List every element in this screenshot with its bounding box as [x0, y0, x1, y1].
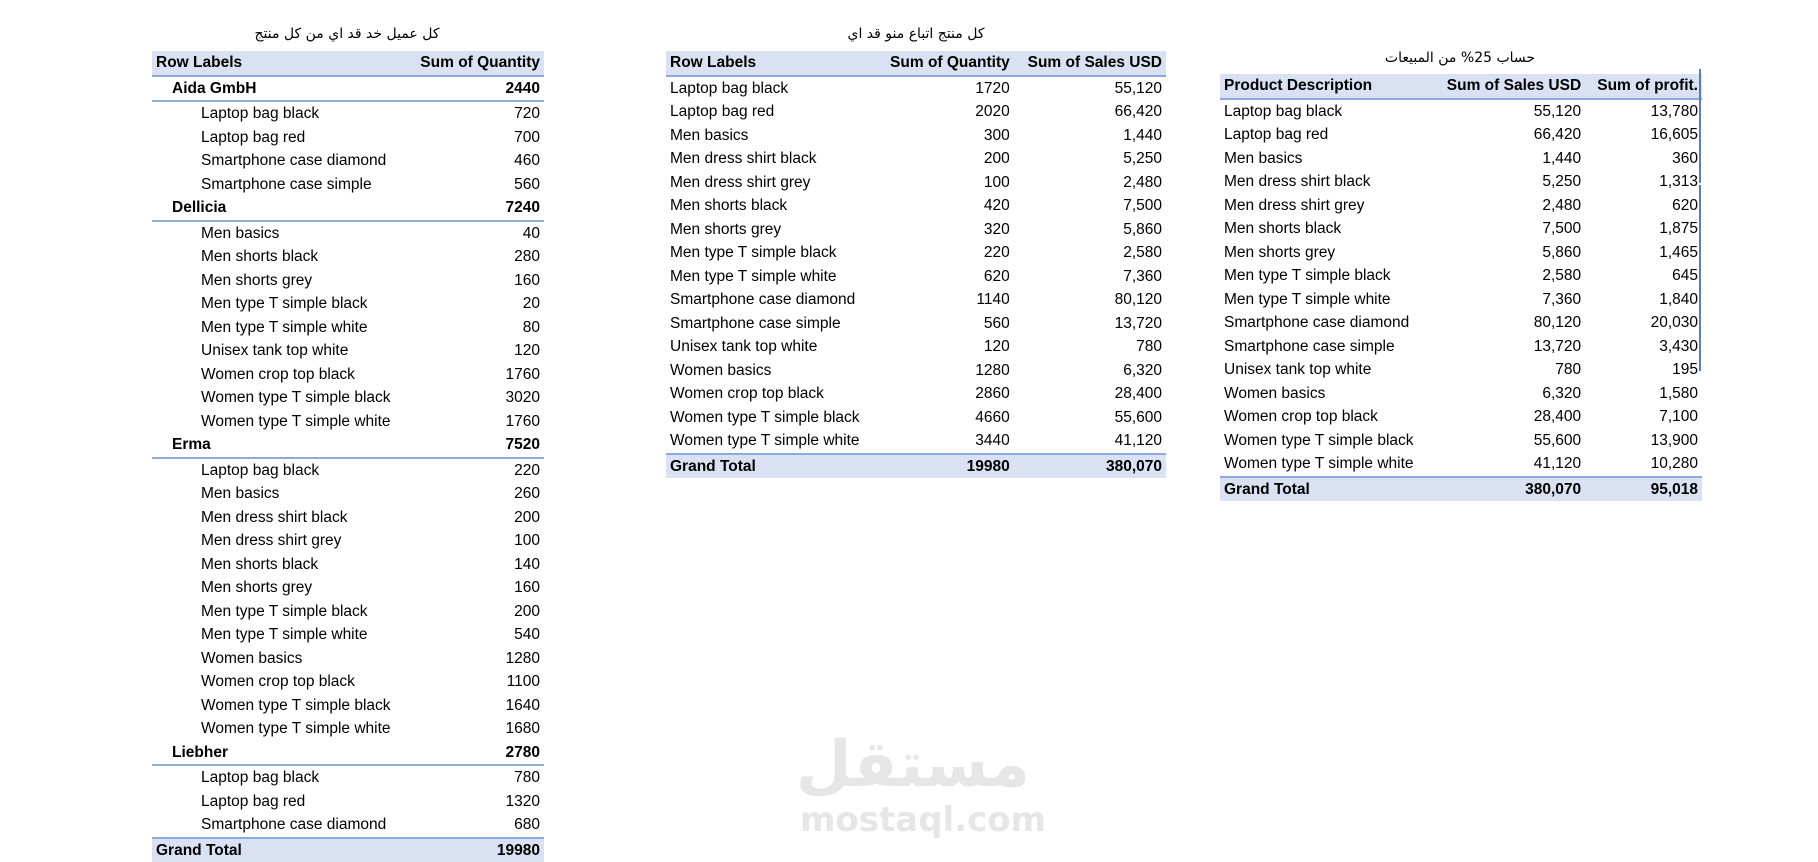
table-row[interactable]: [666, 218, 1166, 242]
row-quantity: 120: [877, 335, 1014, 359]
row-profit: 1,313: [1585, 170, 1702, 194]
row-label[interactable]: Men type T simple white: [666, 265, 877, 289]
row-sales: 5,250: [1014, 147, 1166, 171]
row-label[interactable]: Men type T simple white: [1220, 288, 1432, 312]
row-label[interactable]: Men type T simple black: [152, 600, 409, 624]
row-label[interactable]: Men dress shirt grey: [1220, 194, 1432, 218]
grand-total-row-sales: 380,070: [1014, 454, 1166, 479]
row-quantity: 1320: [409, 790, 544, 814]
row-profit: 1,465: [1585, 241, 1702, 265]
row-quantity: 780: [409, 765, 544, 790]
row-sales: 7,500: [1014, 194, 1166, 218]
table-row[interactable]: [666, 335, 1166, 359]
row-sales: 780: [1432, 358, 1585, 382]
table-row[interactable]: [152, 623, 544, 647]
watermark-latin-text: mostaql.com: [800, 800, 1030, 840]
selection-border-line: [1699, 69, 1701, 183]
row-quantity: 160: [409, 269, 544, 293]
table-row[interactable]: [666, 171, 1166, 195]
row-sales: 6,320: [1014, 359, 1166, 383]
table-row[interactable]: [152, 482, 544, 506]
row-label[interactable]: Laptop bag red: [152, 126, 409, 150]
row-quantity: 1680: [409, 717, 544, 741]
row-profit: 13,780: [1585, 99, 1702, 124]
grand-total-label: Grand Total: [152, 838, 409, 862]
row-quantity: 1640: [409, 694, 544, 718]
table-row[interactable]: [152, 269, 544, 293]
row-sales: 13,720: [1432, 335, 1585, 359]
grand-total-row: [152, 838, 544, 862]
row-quantity: 1760: [409, 410, 544, 434]
row-quantity: 100: [877, 171, 1014, 195]
row-label[interactable]: Laptop bag black: [666, 76, 877, 101]
table-row[interactable]: [666, 76, 1166, 101]
table1-caption: كل عميل خد قد اي من كل منتج: [152, 26, 542, 42]
table-row[interactable]: [152, 386, 544, 410]
row-label[interactable]: Men dress shirt grey: [152, 529, 409, 553]
table-row[interactable]: [152, 410, 544, 434]
row-label[interactable]: Unisex tank top white: [666, 335, 877, 359]
row-quantity: 100: [409, 529, 544, 553]
row-quantity: 680: [409, 813, 544, 838]
pivot-group-row[interactable]: [152, 76, 544, 102]
group-total: 7240: [409, 196, 544, 221]
row-sales: 55,120: [1014, 76, 1166, 101]
row-label[interactable]: Men shorts black: [1220, 217, 1432, 241]
row-label[interactable]: Laptop bag red: [1220, 123, 1432, 147]
table-row[interactable]: [152, 126, 544, 150]
row-quantity: 1140: [877, 288, 1014, 312]
row-label[interactable]: Women crop top black: [152, 670, 409, 694]
row-sales: 13,720: [1014, 312, 1166, 336]
row-profit: 620: [1585, 194, 1702, 218]
row-label[interactable]: Smartphone case diamond: [1220, 311, 1432, 335]
row-label[interactable]: Men shorts grey: [1220, 241, 1432, 265]
table-row[interactable]: [666, 312, 1166, 336]
row-label[interactable]: Men type T simple white: [152, 623, 409, 647]
row-sales: 28,400: [1432, 405, 1585, 429]
row-quantity: 80: [409, 316, 544, 340]
row-label[interactable]: Men basics: [1220, 147, 1432, 171]
group-label[interactable]: Dellicia: [152, 196, 409, 221]
row-quantity: 300: [877, 124, 1014, 148]
table-row[interactable]: [1220, 194, 1702, 218]
row-label[interactable]: Men type T simple white: [152, 316, 409, 340]
row-sales: 7,360: [1014, 265, 1166, 289]
watermark-logo: [800, 730, 1030, 840]
table-row[interactable]: [152, 363, 544, 387]
row-label[interactable]: Laptop bag black: [152, 101, 409, 126]
table-row[interactable]: [152, 506, 544, 530]
pivot-table-product-sales: [666, 51, 1166, 478]
pivot-table-customer-quantity: [152, 51, 544, 862]
table-row[interactable]: [152, 647, 544, 671]
row-sales: 1,440: [1014, 124, 1166, 148]
row-quantity: 560: [409, 173, 544, 197]
row-label[interactable]: Women type T simple white: [152, 410, 409, 434]
row-quantity: 200: [409, 600, 544, 624]
row-quantity: 540: [409, 623, 544, 647]
table-row[interactable]: [666, 265, 1166, 289]
row-quantity: 1280: [409, 647, 544, 671]
row-label[interactable]: Smartphone case simple: [666, 312, 877, 336]
row-sales: 780: [1014, 335, 1166, 359]
pivot-group-row[interactable]: [152, 741, 544, 766]
row-profit: 10,280: [1585, 452, 1702, 477]
row-profit: 360: [1585, 147, 1702, 171]
row-sales: 5,860: [1014, 218, 1166, 242]
row-quantity: 3440: [877, 429, 1014, 454]
row-quantity: 220: [409, 458, 544, 483]
row-quantity: 200: [409, 506, 544, 530]
row-label[interactable]: Smartphone case diamond: [152, 149, 409, 173]
table-row[interactable]: [666, 194, 1166, 218]
row-profit: 1,580: [1585, 382, 1702, 406]
row-quantity: 1280: [877, 359, 1014, 383]
column-header-sum-profit[interactable]: Sum of profit.: [1585, 74, 1702, 99]
column-header-row-labels[interactable]: Row Labels: [152, 51, 409, 76]
row-label[interactable]: Women crop top black: [152, 363, 409, 387]
row-sales: 55,120: [1432, 99, 1585, 124]
column-header-product-description[interactable]: Product Description: [1220, 74, 1432, 99]
row-label[interactable]: Men dress shirt black: [1220, 170, 1432, 194]
table-row[interactable]: [152, 316, 544, 340]
row-label[interactable]: Men shorts grey: [152, 269, 409, 293]
row-profit: 13,900: [1585, 429, 1702, 453]
row-quantity: 1720: [877, 76, 1014, 101]
pivot-group-row[interactable]: [152, 196, 544, 221]
row-quantity: 220: [877, 241, 1014, 265]
row-profit: 1,875: [1585, 217, 1702, 241]
group-total: 7520: [409, 433, 544, 458]
table-row[interactable]: [666, 124, 1166, 148]
watermark-arabic-text: مستقل: [800, 730, 1030, 800]
row-label[interactable]: Men shorts grey: [152, 576, 409, 600]
row-label[interactable]: Men shorts black: [152, 245, 409, 269]
row-quantity: 560: [877, 312, 1014, 336]
row-label[interactable]: Women type T simple white: [1220, 452, 1432, 477]
column-header-sum-quantity[interactable]: Sum of Quantity: [409, 51, 544, 76]
row-label[interactable]: Smartphone case diamond: [666, 288, 877, 312]
row-sales: 66,420: [1432, 123, 1585, 147]
row-label[interactable]: Women type T simple white: [152, 717, 409, 741]
table-row[interactable]: [1220, 311, 1702, 335]
table-row[interactable]: [152, 339, 544, 363]
row-profit: 20,030: [1585, 311, 1702, 335]
row-label[interactable]: Laptop bag red: [152, 790, 409, 814]
grand-total-row-quantity: 19980: [877, 454, 1014, 479]
table-row[interactable]: [666, 288, 1166, 312]
table-row[interactable]: [666, 147, 1166, 171]
row-sales: 2,580: [1432, 264, 1585, 288]
column-header-row-labels[interactable]: Row Labels: [666, 51, 877, 76]
row-label[interactable]: Laptop bag black: [152, 765, 409, 790]
grand-total-row-profit: 95,018: [1585, 477, 1702, 502]
row-label[interactable]: Men basics: [666, 124, 877, 148]
table3-caption: حساب 25% من المبيعات: [1220, 50, 1700, 66]
row-quantity: 2860: [877, 382, 1014, 406]
row-quantity: 120: [409, 339, 544, 363]
group-total: 2780: [409, 741, 544, 766]
row-label[interactable]: Men shorts black: [152, 553, 409, 577]
table-row[interactable]: [152, 101, 544, 126]
row-sales: 6,320: [1432, 382, 1585, 406]
row-quantity: 280: [409, 245, 544, 269]
table-row[interactable]: [152, 553, 544, 577]
row-sales: 66,420: [1014, 100, 1166, 124]
row-sales: 1,440: [1432, 147, 1585, 171]
row-label[interactable]: Men type T simple black: [1220, 264, 1432, 288]
row-sales: 5,250: [1432, 170, 1585, 194]
table-row[interactable]: [152, 576, 544, 600]
row-sales: 28,400: [1014, 382, 1166, 406]
table-row[interactable]: [666, 100, 1166, 124]
pivot-group-row[interactable]: [152, 433, 544, 458]
row-quantity: 620: [877, 265, 1014, 289]
row-sales: 7,500: [1432, 217, 1585, 241]
table-row[interactable]: [152, 149, 544, 173]
row-quantity: 1760: [409, 363, 544, 387]
row-sales: 55,600: [1014, 406, 1166, 430]
row-sales: 7,360: [1432, 288, 1585, 312]
row-label[interactable]: Women type T simple white: [666, 429, 877, 454]
row-label[interactable]: Laptop bag black: [1220, 99, 1432, 124]
table-row[interactable]: [1220, 429, 1702, 453]
row-sales: 41,120: [1014, 429, 1166, 454]
selection-border-line: [1699, 185, 1701, 371]
table-row[interactable]: [1220, 123, 1702, 147]
column-header-sum-quantity[interactable]: Sum of Quantity: [877, 51, 1014, 76]
table-row[interactable]: [152, 245, 544, 269]
row-label[interactable]: Women type T simple black: [1220, 429, 1432, 453]
row-label[interactable]: Smartphone case simple: [152, 173, 409, 197]
table-row[interactable]: [152, 458, 544, 483]
table-row[interactable]: [1220, 452, 1702, 477]
row-profit: 3,430: [1585, 335, 1702, 359]
row-quantity: 160: [409, 576, 544, 600]
column-header-sum-sales[interactable]: Sum of Sales USD: [1014, 51, 1166, 76]
table-row[interactable]: [666, 359, 1166, 383]
row-quantity: 1100: [409, 670, 544, 694]
table-row[interactable]: [152, 694, 544, 718]
row-quantity: 4660: [877, 406, 1014, 430]
table-row[interactable]: [1220, 288, 1702, 312]
table-row[interactable]: [1220, 358, 1702, 382]
grand-total-row: [1220, 477, 1702, 502]
row-quantity: 40: [409, 221, 544, 246]
row-sales: 2,480: [1432, 194, 1585, 218]
row-label[interactable]: Women basics: [1220, 382, 1432, 406]
row-label[interactable]: Women type T simple black: [666, 406, 877, 430]
row-quantity: 460: [409, 149, 544, 173]
row-quantity: 140: [409, 553, 544, 577]
row-sales: 80,120: [1014, 288, 1166, 312]
table-row[interactable]: [1220, 382, 1702, 406]
table-row[interactable]: [152, 173, 544, 197]
row-sales: 5,860: [1432, 241, 1585, 265]
table-row[interactable]: [152, 600, 544, 624]
row-label[interactable]: Men type T simple black: [152, 292, 409, 316]
row-quantity: 260: [409, 482, 544, 506]
group-label[interactable]: Erma: [152, 433, 409, 458]
row-sales: 2,480: [1014, 171, 1166, 195]
row-sales: 80,120: [1432, 311, 1585, 335]
row-label[interactable]: Men type T simple black: [666, 241, 877, 265]
table-row[interactable]: [1220, 99, 1702, 124]
table-row[interactable]: [1220, 147, 1702, 171]
row-quantity: 420: [877, 194, 1014, 218]
row-label[interactable]: Unisex tank top white: [152, 339, 409, 363]
table-row[interactable]: [152, 221, 544, 246]
row-sales: 41,120: [1432, 452, 1585, 477]
row-profit: 645: [1585, 264, 1702, 288]
table-row[interactable]: [1220, 170, 1702, 194]
table-row[interactable]: [666, 241, 1166, 265]
group-total: 2440: [409, 76, 544, 102]
table-row[interactable]: [152, 813, 544, 838]
row-label[interactable]: Men basics: [152, 221, 409, 246]
row-quantity: 20: [409, 292, 544, 316]
group-label[interactable]: Liebher: [152, 741, 409, 766]
column-header-sum-sales[interactable]: Sum of Sales USD: [1432, 74, 1585, 99]
row-label[interactable]: Women type T simple black: [152, 386, 409, 410]
row-label[interactable]: Men shorts black: [666, 194, 877, 218]
grand-total-row-label: Grand Total: [1220, 477, 1432, 502]
grand-total-quantity: 19980: [409, 838, 544, 862]
row-label[interactable]: Women crop top black: [1220, 405, 1432, 429]
row-label[interactable]: Smartphone case simple: [1220, 335, 1432, 359]
row-label[interactable]: Women basics: [666, 359, 877, 383]
table-row[interactable]: [152, 292, 544, 316]
row-profit: 195: [1585, 358, 1702, 382]
row-label[interactable]: Men dress shirt black: [152, 506, 409, 530]
grand-total-row-label: Grand Total: [666, 454, 877, 479]
row-quantity: 200: [877, 147, 1014, 171]
row-label[interactable]: Men dress shirt black: [666, 147, 877, 171]
row-label[interactable]: Women type T simple black: [152, 694, 409, 718]
table-row[interactable]: [1220, 217, 1702, 241]
table-row[interactable]: [1220, 264, 1702, 288]
pivot-table-profit: [1220, 74, 1702, 501]
table-row[interactable]: [1220, 335, 1702, 359]
row-label[interactable]: Men shorts grey: [666, 218, 877, 242]
table-row[interactable]: [1220, 241, 1702, 265]
table-row[interactable]: [152, 670, 544, 694]
row-label[interactable]: Men dress shirt grey: [666, 171, 877, 195]
row-sales: 55,600: [1432, 429, 1585, 453]
table-row[interactable]: [666, 406, 1166, 430]
table-row[interactable]: [152, 529, 544, 553]
row-label[interactable]: Laptop bag black: [152, 458, 409, 483]
table-row[interactable]: [152, 717, 544, 741]
table2-caption: كل منتج اتباع منو قد اي: [666, 26, 1166, 42]
grand-total-row-sales: 380,070: [1432, 477, 1585, 502]
row-profit: 1,840: [1585, 288, 1702, 312]
row-quantity: 720: [409, 101, 544, 126]
row-profit: 7,100: [1585, 405, 1702, 429]
row-profit: 16,605: [1585, 123, 1702, 147]
table-row[interactable]: [666, 382, 1166, 406]
row-label[interactable]: Men basics: [152, 482, 409, 506]
row-label[interactable]: Laptop bag red: [666, 100, 877, 124]
row-quantity: 3020: [409, 386, 544, 410]
row-quantity: 2020: [877, 100, 1014, 124]
row-label[interactable]: Women crop top black: [666, 382, 877, 406]
grand-total-row: [666, 454, 1166, 479]
table-row[interactable]: [666, 429, 1166, 454]
row-quantity: 700: [409, 126, 544, 150]
row-label[interactable]: Women basics: [152, 647, 409, 671]
table-row[interactable]: [152, 765, 544, 790]
row-label[interactable]: Unisex tank top white: [1220, 358, 1432, 382]
group-label[interactable]: Aida GmbH: [152, 76, 409, 102]
row-sales: 2,580: [1014, 241, 1166, 265]
table-row[interactable]: [152, 790, 544, 814]
row-quantity: 320: [877, 218, 1014, 242]
row-label[interactable]: Smartphone case diamond: [152, 813, 409, 838]
table-row[interactable]: [1220, 405, 1702, 429]
